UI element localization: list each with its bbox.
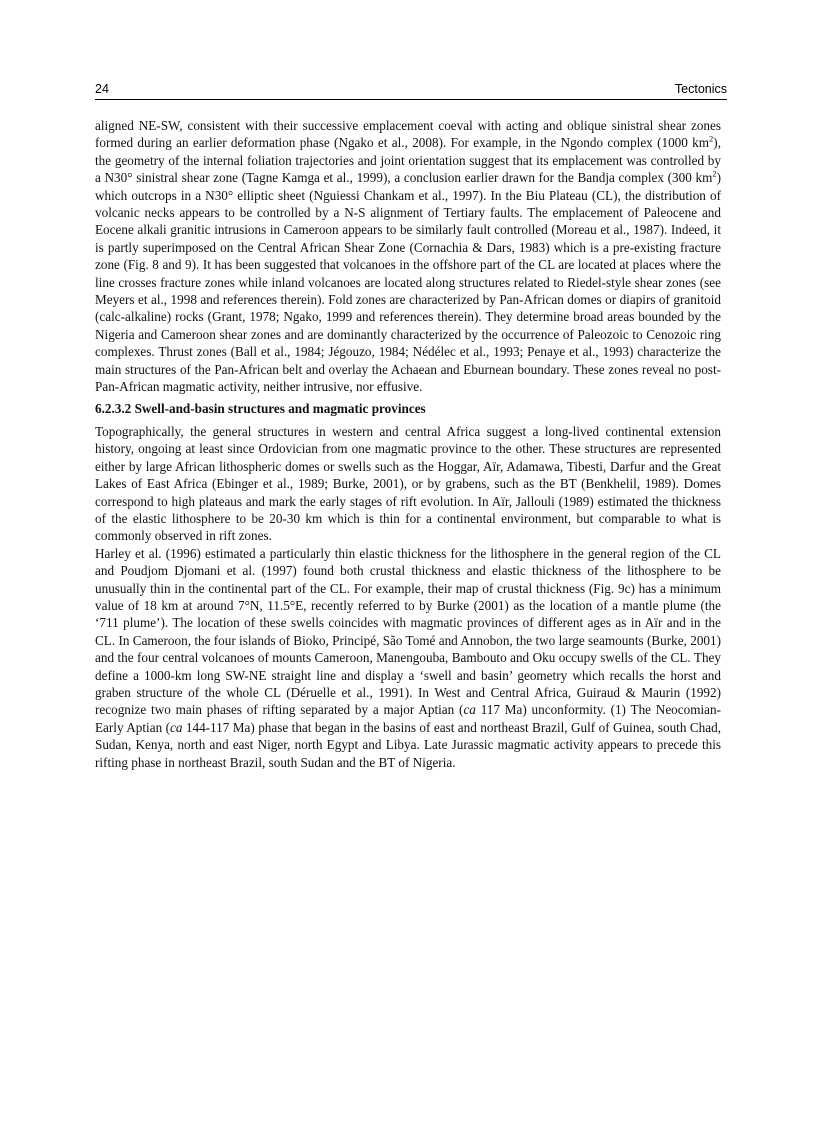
section-heading: 6.2.3.2 Swell-and-basin structures and magmatic provinces: [95, 400, 426, 416]
running-title: Tectonics: [674, 82, 727, 96]
paragraph-1: [95, 117, 721, 396]
paragraph-3-part-b: 117 Ma) unconformity. (1) The Neocomian-Early Aptian (: [95, 702, 721, 735]
paragraph-3-part-a: Harley et al. (1996) estimated a particularly thin elastic thickness for the lithosphere in the general region of the CL and Poudjom Djomani et al. (1997) found both crustal thickness and elastic thickness of the lithosphere to be unusually thin in the continental part of the CL. For example, their map of crustal thickness (Fig. 9c) has a minimum value of 18 km at around 7°N, 11.5°E, recently referred to by Burke (2001) as the location of a mantle plume (the ‘711 plume’). The location of these swells coincides with magmatic provinces of different ages as in Aïr and in the CL. In Cameroon, the four islands of Bioko, Principé, São Tomé and Annobon, the two large seamounts (Burke, 2001) and the four central volcanoes of mounts Cameroon, Manengouba, Bambouto and Oku occupy swells of the CL. They define a 1000-km long SW-NE straight line and display a ‘swell and basin’ geometry which recalls the horst and graben structure of the whole CL (Déruelle et al., 1991). In West and Central Africa, Guiraud & Maurin (1992) recognize two main phases of rifting separated by a major Aptian (: [95, 545, 721, 718]
italic-circa: ca: [170, 719, 183, 735]
page-number: 24: [95, 82, 109, 96]
running-header: [95, 80, 727, 100]
superscript: 2: [712, 168, 717, 179]
paragraph-3: [95, 545, 721, 771]
paragraph-1-part-b: ), the geometry of the internal foliation trajectories and joint orientation suggest that its emplacement was controlled by a N30° sinistral shear zone (Tagne Kamga et al., 1999), a conclusion earlier drawn for the Bandja complex (300 km: [95, 135, 721, 186]
paragraph-3-part-c: 144-117 Ma) phase that began in the basins of east and northeast Brazil, Gulf of Guinea, south Chad, Sudan, Kenya, north and east Niger, north Egypt and Libya. Late Jurassic magmatic activity appears to precede this rifting phase in northeast Brazil, south Sudan and the BT of Nigeria.: [95, 719, 721, 770]
italic-circa: ca: [463, 702, 476, 718]
paragraph-1-part-a: aligned NE-SW, consistent with their successive emplacement coeval with acting and oblique sinistral shear zones formed during an earlier deformation phase (Ngako et al., 2008). For example, in the Ngondo complex (1000 km: [95, 118, 721, 151]
superscript: 2: [709, 134, 714, 145]
paragraph-1-part-c: ) which outcrops in a N30° elliptic sheet (Nguiessi Chankam et al., 1997). In the Biu Plateau (CL), the distribution of volcanic necks appears to be controlled by a N-S alignment of Tertiary faults. The emplacement of Paleocene and Eocene alkali granitic intrusions in Cameroon appears to be similarly fault controlled (Moreau et al., 1987). Indeed, it is partly superimposed on the Central African Shear Zone (Cornachia & Dars, 1983) which is a pre-existing fracture zone (Fig. 8 and 9). It has been suggested that volcanoes in the offshore part of the CL are located at places where the line crosses fracture zones while inland volcanoes are located along structures related to Riedel-style shear zones (see Meyers et al., 1998 and references therein). Fold zones are characterized by Pan-African domes or diapirs of granitoid (calc-alkaline) rocks (Grant, 1978; Ngako, 1999 and references therein). They determine broad areas bounded by the Nigeria and Cameroon shear zones and are dominantly characterized by the occurrence of Paleozoic to Cenozoic ring complexes. Thrust zones (Ball et al., 1984; Jégouzo, 1984; Nédélec et al., 1993; Penaye et al., 1993) characterize the main structures of the Pan-African belt and overlay the Achaean and Eburnean boundary. These zones reveal no post-Pan-African magmatic activity, neither intrusive, nor effusive.: [95, 170, 721, 395]
body-text: [95, 117, 721, 771]
paragraph-2: Topographically, the general structures in western and central Africa suggest a long-lived continental extension history, ongoing at least since Ordovician from one magmatic province to the other. These structures are represented either by large African lithospheric domes or swells such as the Hoggar, Aïr, Adamawa, Tibesti, Darfur and the Great Lakes of East Africa (Ebinger et al., 1989; Burke, 2001), or by grabens, such as the BT (Benkhelil, 1989). Domes correspond to high plateaus and mark the early stages of rift evolution. In Aïr, Jallouli (1989) estimated the thickness of the elastic lithosphere to be 20-30 km which is thin for a continental environment, but comparable to what is commonly observed in rift zones.: [95, 423, 721, 544]
